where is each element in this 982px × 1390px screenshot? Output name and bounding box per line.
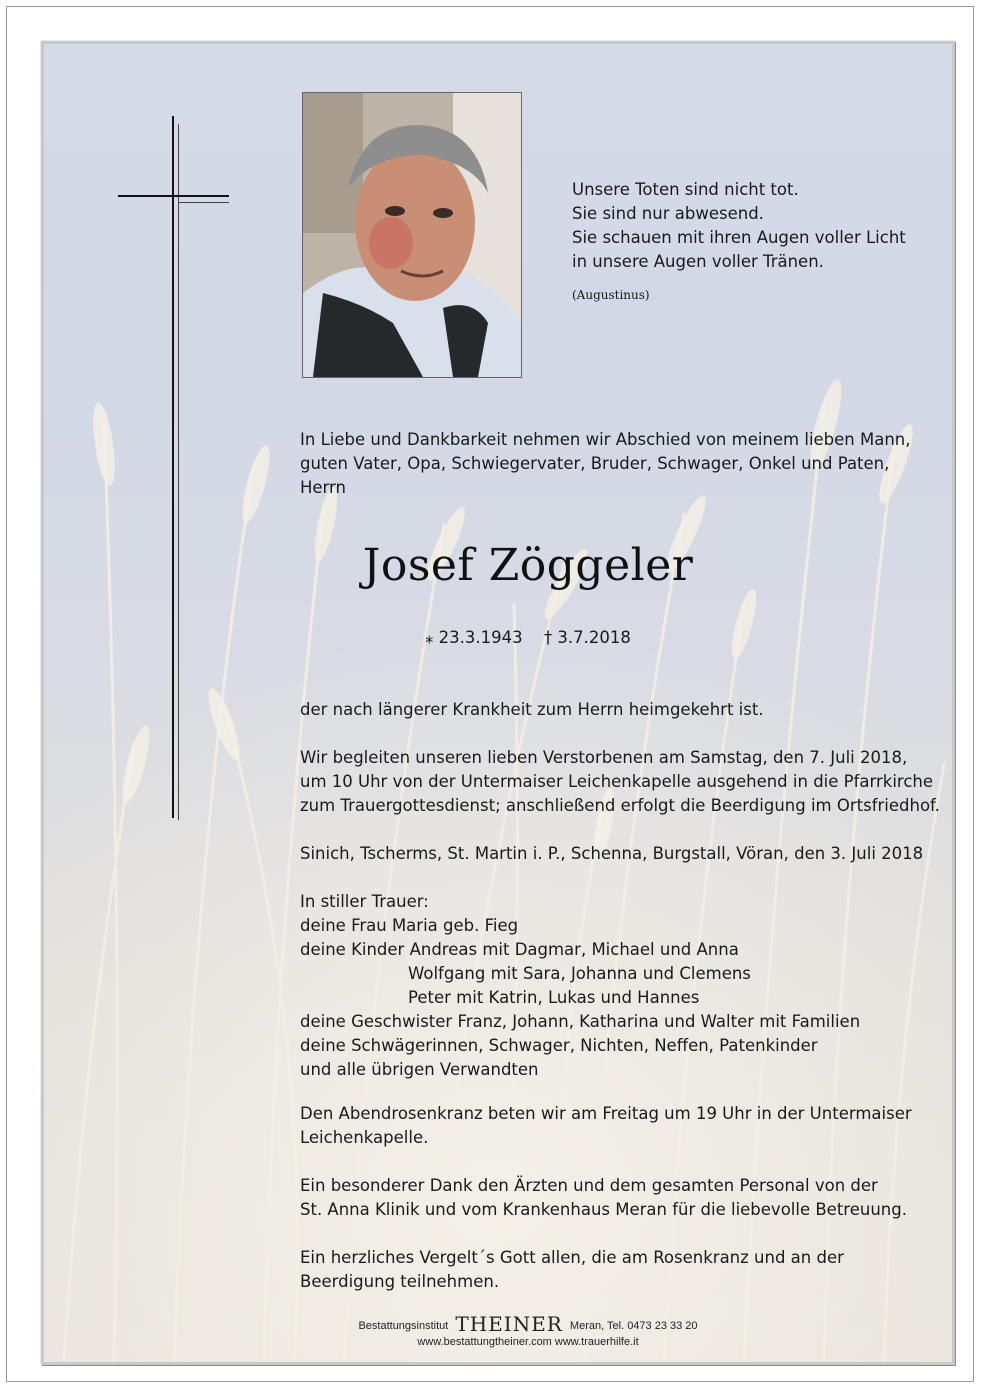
life-dates	[44, 628, 952, 647]
poem-quote	[572, 178, 906, 274]
thanks-line: St. Anna Klinik und vom Krankenhaus Meran für die liebevolle Betreuung.	[300, 1200, 907, 1219]
funeral-text	[300, 746, 940, 818]
mourner-line: deine Frau Maria geb. Fieg	[300, 916, 519, 935]
mourners-heading: In stiller Trauer:	[300, 892, 429, 911]
rosary-line: Leichenkapelle.	[300, 1128, 429, 1147]
homecoming-text: der nach längerer Krankheit zum Herrn heimgekehrt ist.	[300, 700, 764, 719]
funeral-line: zum Trauergottesdienst; anschließend erfolgt die Beerdigung im Ortsfriedhof.	[300, 796, 940, 815]
death-date: † 3.7.2018	[543, 628, 631, 647]
intro-line: Herrn	[300, 478, 347, 497]
mourner-line: deine Kinder Andreas mit Dagmar, Michael und Anna	[300, 940, 739, 959]
poem-line: in unsere Augen voller Tränen.	[572, 252, 824, 271]
thanks-line: Ein besonderer Dank den Ärzten und dem gesamten Personal von der	[300, 1176, 878, 1195]
mourner-line: Peter mit Katrin, Lukas und Hannes	[408, 988, 700, 1007]
mourners-list	[300, 890, 860, 1082]
mourner-line: und alle übrigen Verwandten	[300, 1060, 539, 1079]
obituary-card	[41, 41, 955, 1365]
funeral-line: um 10 Uhr von der Untermaiser Leichenkapelle ausgehend in die Pfarrkirche	[300, 772, 934, 791]
funeral-home-footer	[44, 1312, 952, 1348]
closing-line: Ein herzliches Vergelt´s Gott allen, die am Rosenkranz und an der	[300, 1248, 844, 1267]
place-date: Sinich, Tscherms, St. Martin i. P., Schenna, Burgstall, Vöran, den 3. Juli 2018	[300, 844, 924, 863]
poem-line: Sie schauen mit ihren Augen voller Licht	[572, 228, 906, 247]
cross-icon	[172, 116, 174, 818]
page-frame	[6, 6, 974, 1382]
cross-shadow-horizontal	[178, 202, 229, 203]
funeral-home-logo: THEINER	[455, 1312, 563, 1336]
rosary-line: Den Abendrosenkranz beten wir am Freitag um 19 Uhr in der Untermaiser	[300, 1104, 912, 1123]
funeral-line: Wir begleiten unseren lieben Verstorbenen am Samstag, den 7. Juli 2018,	[300, 748, 908, 767]
birth-date: ⁎ 23.3.1943	[425, 628, 523, 647]
cross-crossbar	[118, 195, 229, 197]
intro-line: In Liebe und Dankbarkeit nehmen wir Abschied von meinem lieben Mann,	[300, 430, 911, 449]
footer-contact: Meran, Tel. 0473 23 33 20	[569, 1320, 698, 1332]
thanks-text	[300, 1174, 907, 1222]
portrait-photo	[302, 92, 522, 378]
intro-line: guten Vater, Opa, Schwiegervater, Bruder, Schwager, Onkel und Paten,	[300, 454, 890, 473]
footer-websites: www.bestattungtheiner.com www.trauerhilfe.it	[417, 1336, 639, 1348]
mourner-line: Wolfgang mit Sara, Johanna und Clemens	[408, 964, 751, 983]
rosary-text	[300, 1102, 912, 1150]
cross-shadow-vertical	[178, 124, 179, 820]
footer-prefix: Bestattungsinstitut	[358, 1320, 449, 1332]
deceased-name: Josef Zöggeler	[362, 540, 694, 591]
closing-text	[300, 1246, 844, 1294]
poem-source: (Augustinus)	[572, 288, 650, 302]
mourner-line: deine Schwägerinnen, Schwager, Nichten, Neffen, Patenkinder	[300, 1036, 818, 1055]
poem-line: Sie sind nur abwesend.	[572, 204, 764, 223]
intro-text	[300, 428, 911, 500]
closing-line: Beerdigung teilnehmen.	[300, 1272, 500, 1291]
mourner-line: deine Geschwister Franz, Johann, Katharina und Walter mit Familien	[300, 1012, 861, 1031]
poem-line: Unsere Toten sind nicht tot.	[572, 180, 799, 199]
